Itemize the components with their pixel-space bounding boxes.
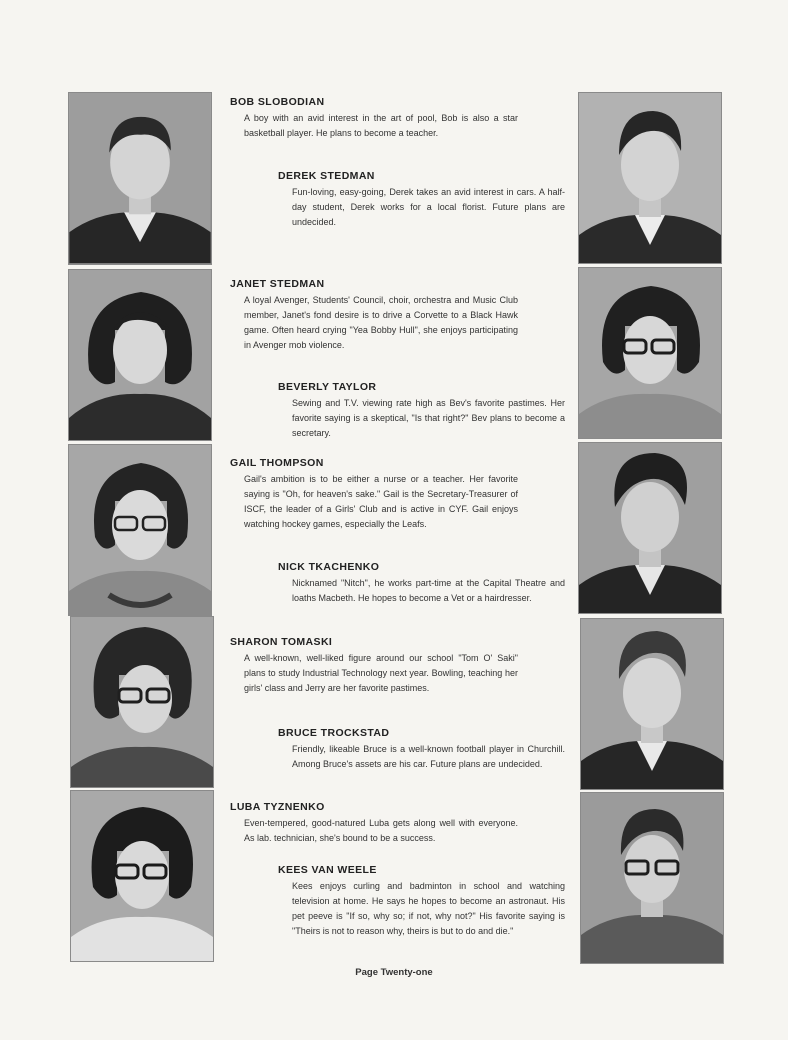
student-name: JANET STEDMAN — [230, 278, 325, 290]
photo-derek-stedman — [578, 92, 722, 264]
portrait-boy-glasses-icon — [581, 793, 723, 963]
portrait-boy-suit-icon — [579, 93, 721, 263]
portrait-boy-suit-icon — [581, 619, 723, 789]
student-bio: Even-tempered, good-natured Luba gets along well with everyone. As lab. technician, she's bound to be a success. — [244, 818, 518, 843]
entry-nick-tkachenko — [278, 561, 565, 606]
student-name: NICK TKACHENKO — [278, 561, 380, 573]
portrait-girl-glasses-icon — [579, 268, 721, 438]
portrait-girl-icon — [69, 270, 211, 440]
photo-janet-stedman — [68, 269, 212, 441]
portrait-girl-glasses-icon — [71, 617, 213, 787]
page-number: Page Twenty-one — [355, 967, 433, 978]
student-name: BRUCE TROCKSTAD — [278, 727, 390, 739]
student-bio: Nicknamed "Nitch", he works part-time at the Capital Theatre and loaths Macbeth. He hopes to become a Vet or a hairdresser. — [292, 578, 565, 603]
photo-nick-tkachenko — [578, 442, 722, 614]
student-bio: A loyal Avenger, Students' Council, choir, orchestra and Music Club member, Janet's fond desire is to drive a Corvette to a Black Hawk game. Often heard crying "Yea Bobby Hull", she enjoys participating in Avenger mob violence. — [244, 295, 518, 350]
entry-kees-van-weele — [278, 864, 565, 939]
entry-gail-thompson — [230, 457, 518, 532]
photo-luba-tyznenko — [70, 790, 214, 962]
entry-bob-slobodian — [230, 96, 518, 141]
student-name: BOB SLOBODIAN — [230, 96, 325, 108]
entry-luba-tyznenko — [230, 801, 518, 846]
photo-beverly-taylor — [578, 267, 722, 439]
student-name: BEVERLY TAYLOR — [278, 381, 377, 393]
student-bio: Fun-loving, easy-going, Derek takes an avid interest in cars. A half-day student, Derek works for a local florist. Future plans are undecided. — [292, 187, 565, 227]
entry-sharon-tomaski — [230, 636, 518, 696]
portrait-boy-suit-icon — [579, 443, 721, 613]
student-name: GAIL THOMPSON — [230, 457, 324, 469]
photo-kees-van-weele — [580, 792, 724, 964]
student-name: DEREK STEDMAN — [278, 170, 375, 182]
student-name: KEES VAN WEELE — [278, 864, 377, 876]
student-name: SHARON TOMASKI — [230, 636, 333, 648]
student-bio: Kees enjoys curling and badminton in school and watching television at home. He says he hopes to become an astronaut. His pet peeve is "If so, why so; if not, why not?" His favorite saying is "Theirs is not to reason why, theirs is but to do and die." — [292, 881, 565, 936]
student-bio: Friendly, likeable Bruce is a well-known football player in Churchill. Among Bruce's assets are his car. Future plans are undecided. — [292, 744, 565, 769]
student-name: LUBA TYZNENKO — [230, 801, 325, 813]
entry-janet-stedman — [230, 278, 518, 353]
photo-sharon-tomaski — [70, 616, 214, 788]
entry-derek-stedman — [278, 170, 565, 230]
student-bio: Gail's ambition is to be either a nurse or a teacher. Her favorite saying is "Oh, for heaven's sake." Gail is the Secretary-Treasurer of ISCF, the leader of a Girls' Club and is active in CYF. Gail enjoys watching hockey games, especially the Leafs. — [244, 474, 518, 529]
portrait-girl-glasses-icon — [69, 445, 211, 615]
student-bio: A well-known, well-liked figure around our school "Tom O' Saki" plans to study Industrial Technology next year. Bowling, teaching her girls' class and Jerry are her favorite pastimes. — [244, 653, 518, 693]
portrait-girl-glasses-icon — [71, 791, 213, 961]
student-bio: Sewing and T.V. viewing rate high as Bev's favorite pastimes. Her favorite saying is a skeptical, "Is that right?" Bev plans to become a secretary. — [292, 398, 565, 438]
portrait-boy-suit-icon — [69, 93, 211, 263]
photo-bob-slobodian — [68, 92, 212, 265]
photo-bruce-trockstad — [580, 618, 724, 790]
photo-gail-thompson — [68, 444, 212, 616]
student-bio: A boy with an avid interest in the art of pool, Bob is also a star basketball player. He plans to become a teacher. — [244, 113, 518, 138]
entry-beverly-taylor — [278, 381, 565, 441]
entry-bruce-trockstad — [278, 727, 565, 772]
